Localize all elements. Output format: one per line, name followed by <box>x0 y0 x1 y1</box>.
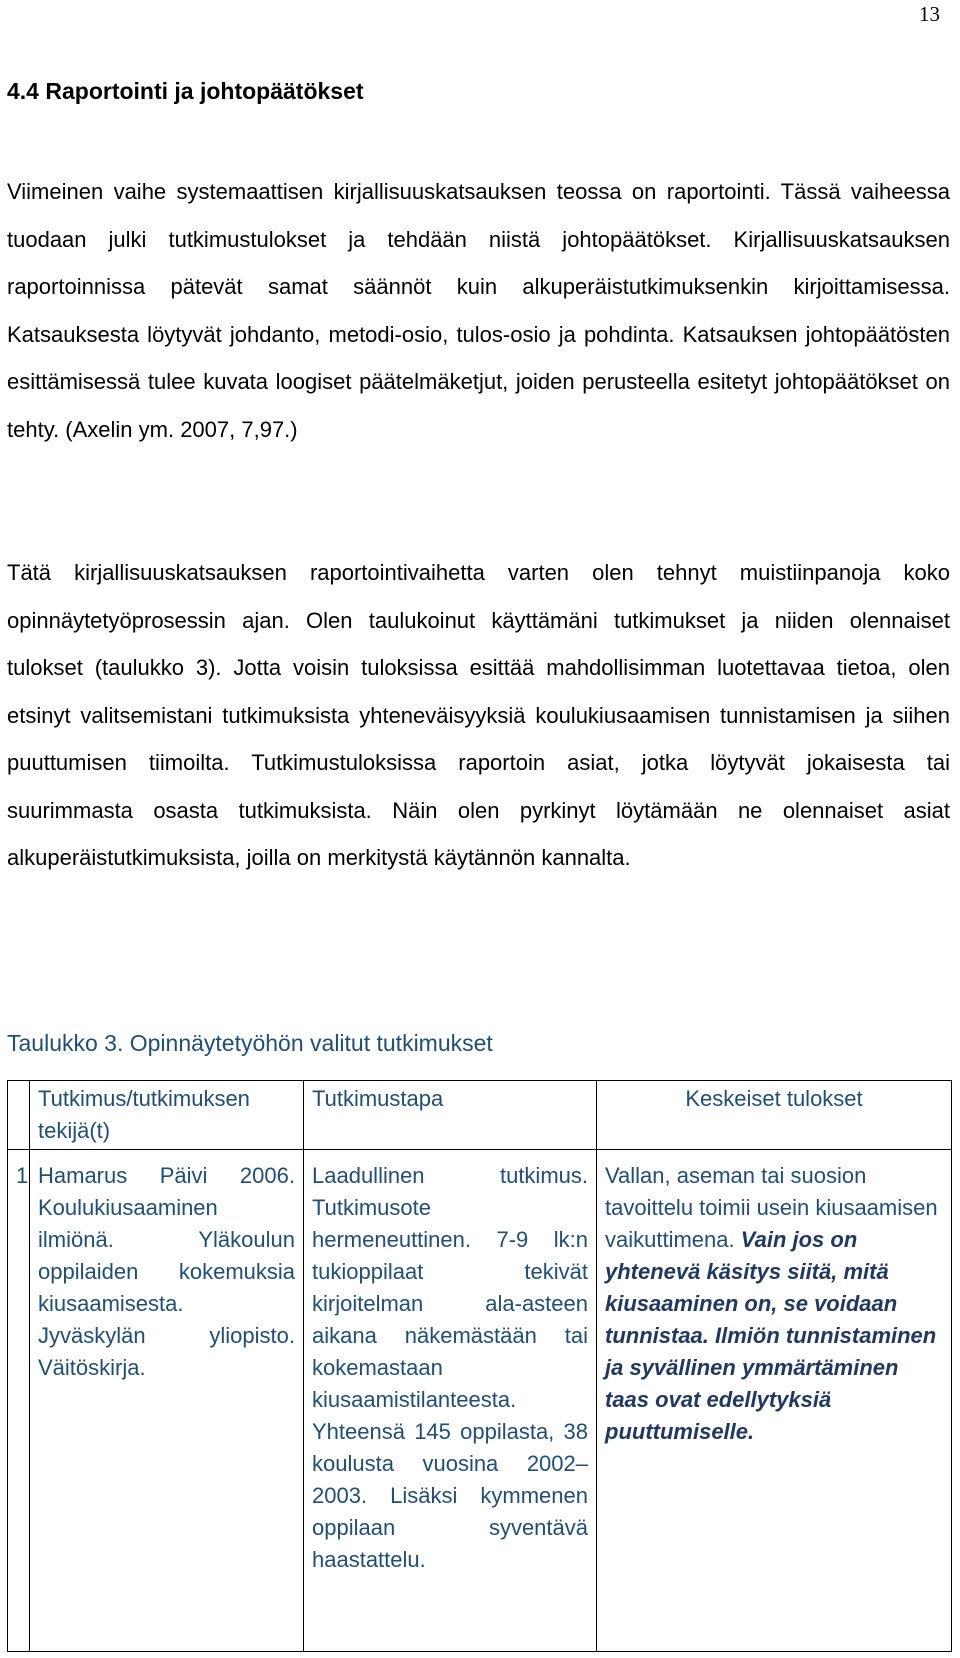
table-header-row <box>8 1081 952 1150</box>
header-method: Tutkimustapa <box>304 1081 597 1150</box>
section-heading: 4.4 Raportointi ja johtopäätökset <box>7 78 364 104</box>
row-author: Hamarus Päivi 2006. Koulukiusaaminen ilmiönä. Yläkoulun oppilaiden kokemuksia kiusaamisesta. Jyväskylän yliopisto. Väitöskirja. <box>30 1150 304 1652</box>
page-number: 13 <box>919 2 940 26</box>
paragraph-method-notes: Tätä kirjallisuuskatsauksen raportointivaihetta varten olen tehnyt muistiinpanoja koko opinnäytetyöprosessin ajan. Olen taulukoinut käyttämäni tutkimukset ja niiden olennaiset tulokset (taulukko 3). Jotta voisin tuloksissa esittää mahdollisimman luotettavaa tietoa, olen etsinyt valitsemistani tutkimuksista yhteneväisyyksiä koulukiusaamisen tunnistamisen ja siihen puuttumisen tiimoilta. Tutkimustuloksissa raportoin asiat, jotka löytyvät jokaisesta tai suurimmasta osasta tutkimuksista. Näin olen pyrkinyt löytämään ne olennaiset asiat alkuperäistutkimuksista, joilla on merkitystä käytännön kannalta. <box>7 560 950 870</box>
table-row <box>8 1150 952 1652</box>
header-results: Keskeiset tulokset <box>597 1081 952 1150</box>
row-method: Laadullinen tutkimus. Tutkimusote hermeneuttinen. 7-9 lk:n tukioppilaat tekivät kirjoitelman ala-asteen aikana näkemästään tai kokemastaan kiusaamistilanteesta. Yhteensä 145 oppilasta, 38 koulusta vuosina 2002–2003. Lisäksi kymmenen oppilaan syventävä haastattelu. <box>304 1150 597 1652</box>
row-number: 1 <box>8 1150 30 1652</box>
row-results <box>597 1150 952 1652</box>
paragraph-reporting: Viimeinen vaihe systemaattisen kirjallisuuskatsauksen teossa on raportointi. Tässä vaiheessa tuodaan julki tutkimustulokset ja tehdään niistä johtopäätökset. Kirjallisuuskatsauksen raportoinnissa pätevät samat säännöt kuin alkuperäistutkimuksenkin kirjoittamisessa. Katsauksesta löytyvät johdanto, metodi-osio, tulos-osio ja pohdinta. Katsauksen johtopäätösten esittämisessä tulee kuvata loogiset päätelmäketjut, joiden perusteella esitetyt johtopäätökset on tehty. (Axelin ym. 2007, 7,97.) <box>7 179 950 442</box>
results-plain-text: Vallan, aseman tai suosion tavoittelu toimii usein kiusaamisen vaikuttimena. <box>605 1163 938 1252</box>
results-emphasis-text: Vain jos on yhtenevä käsitys siitä, mitä kiusaaminen on, se voidaan tunnistaa. Ilmiön tunnistaminen ja syvällinen ymmärtäminen taas ovat edellytyksiä puuttumiselle. <box>605 1227 937 1444</box>
header-author: Tutkimus/tutkimuksen tekijä(t) <box>30 1081 304 1150</box>
header-number <box>8 1081 30 1150</box>
table-caption: Taulukko 3. Opinnäytetyöhön valitut tutkimukset <box>7 1030 493 1056</box>
studies-table <box>7 1080 952 1652</box>
